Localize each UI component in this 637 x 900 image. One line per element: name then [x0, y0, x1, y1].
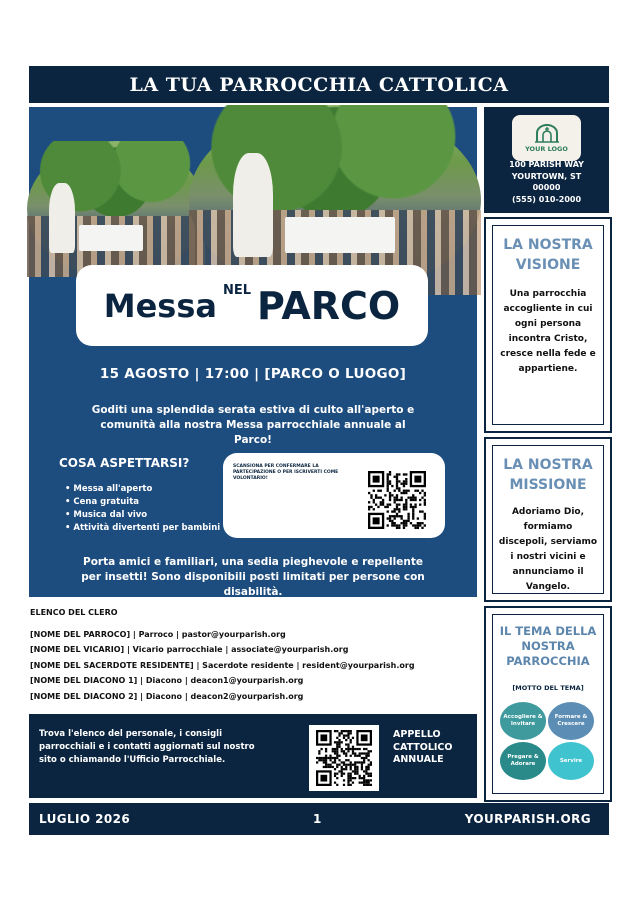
- clergy-row: [NOME DEL DIACONO 1] | Diacono | deacon1@yourparish.org: [30, 676, 304, 685]
- clergy-row: [NOME DEL DIACONO 2] | Diacono | deacon2@yourparish.org: [30, 692, 304, 701]
- event-hero: [29, 107, 477, 597]
- event-date-line: 15 AGOSTO | 17:00 | [PARCO O LUOGO]: [99, 366, 407, 382]
- list-item: • Attività divertenti per bambini: [65, 522, 220, 535]
- event-title-messa: Messa: [103, 286, 217, 325]
- hero-photo-left: [27, 141, 205, 277]
- event-title-pill: [76, 265, 428, 346]
- mission-body: Adoriamo Dio, formiamo discepoli, serviamo i nostri vicini e annunciamo il Vangelo.: [498, 507, 598, 592]
- rsvp-qr-code[interactable]: [368, 471, 426, 529]
- footer-website[interactable]: YOURPARISH.ORG: [464, 812, 591, 826]
- vision-card: [484, 217, 612, 433]
- vision-body: Una parrocchia accogliente in cui ogni persona incontra Cristo, cresce nella fede e appartiene.: [500, 289, 596, 374]
- clergy-row: [NOME DEL VICARIO] | Vicario parrocchiale | associate@yourparish.org: [30, 645, 349, 654]
- newsletter-header: [29, 66, 609, 103]
- staff-text: Trova l'elenco del personale, i consigli parrocchiali e i contatti aggiornati sul nostro sito o chiamando l'Ufficio Parrocchiale.: [39, 729, 255, 765]
- list-item: • Cena gratuita: [65, 496, 220, 509]
- clergy-title: ELENCO DEL CLERO: [30, 608, 118, 617]
- theme-pillar-serve: Servire: [548, 742, 594, 780]
- rsvp-qr-card: [223, 453, 445, 538]
- theme-pillar-pray: Pregare & Adorare: [500, 742, 546, 780]
- address-line: 100 PARISH WAY: [509, 160, 584, 169]
- annual-appeal-label: APPELLO CATTOLICO ANNUALE: [393, 729, 453, 765]
- footer-page-number: 1: [313, 812, 322, 826]
- logo-text: YOUR LOGO: [525, 144, 568, 153]
- list-item: • Messa all'aperto: [65, 483, 220, 496]
- theme-pillar-welcome: Accogliere & Invitare: [500, 702, 546, 740]
- event-intro: Goditi una splendida serata estiva di culto all'aperto e comunità alla nostra Messa parrocchiale annuale al Parco!: [91, 404, 415, 446]
- parish-address: [484, 159, 609, 205]
- address-line: 00000: [532, 183, 561, 192]
- parish-logo: [512, 115, 581, 161]
- event-title-nel: NEL: [222, 283, 252, 298]
- appeal-qr-code[interactable]: [316, 730, 372, 786]
- parish-phone: (555) 010-2000: [511, 194, 582, 204]
- clergy-row: [NOME DEL PARROCO] | Parroco | pastor@yourparish.org: [30, 630, 286, 639]
- expect-list: [65, 483, 220, 535]
- expect-title: COSA ASPETTARSI?: [59, 456, 190, 470]
- list-item: • Musica dal vivo: [65, 509, 220, 522]
- newsletter-title: LA TUA PARROCCHIA CATTOLICA: [129, 73, 509, 96]
- appeal-qr-frame: [309, 725, 379, 791]
- footer-date: LUGLIO 2026: [39, 812, 131, 826]
- theme-motto: [MOTTO DEL TEMA]: [512, 684, 584, 692]
- newsletter-footer: [29, 803, 609, 835]
- theme-card: [484, 606, 612, 802]
- bring-text: Porta amici e familiari, una sedia pieghevole e repellente per insetti! Sono disponibili posti limitati per persone con disabilità.: [81, 556, 425, 598]
- event-title-parco: PARCO: [257, 283, 401, 328]
- theme-title: IL TEMA DELLA NOSTRA PARROCCHIA: [499, 624, 597, 668]
- address-line: YOURTOWN, ST: [511, 171, 582, 181]
- clergy-row: [NOME DEL SACERDOTE RESIDENTE] | Sacerdote residente | resident@yourparish.org: [30, 661, 415, 670]
- vision-title: LA NOSTRA VISIONE: [503, 237, 593, 273]
- mission-title: LA NOSTRA MISSIONE: [503, 457, 593, 493]
- mission-card: [484, 437, 612, 602]
- parish-contact-box: [484, 107, 609, 213]
- theme-pillar-form: Formare & Crescere: [548, 702, 594, 740]
- rsvp-qr-text: SCANSIONA PER CONFERMARE LA PARTECIPAZIONE O PER ISCRIVERTI COME VOLONTARIO!: [233, 464, 339, 481]
- church-icon: [535, 124, 559, 144]
- staff-info-box: [29, 714, 477, 798]
